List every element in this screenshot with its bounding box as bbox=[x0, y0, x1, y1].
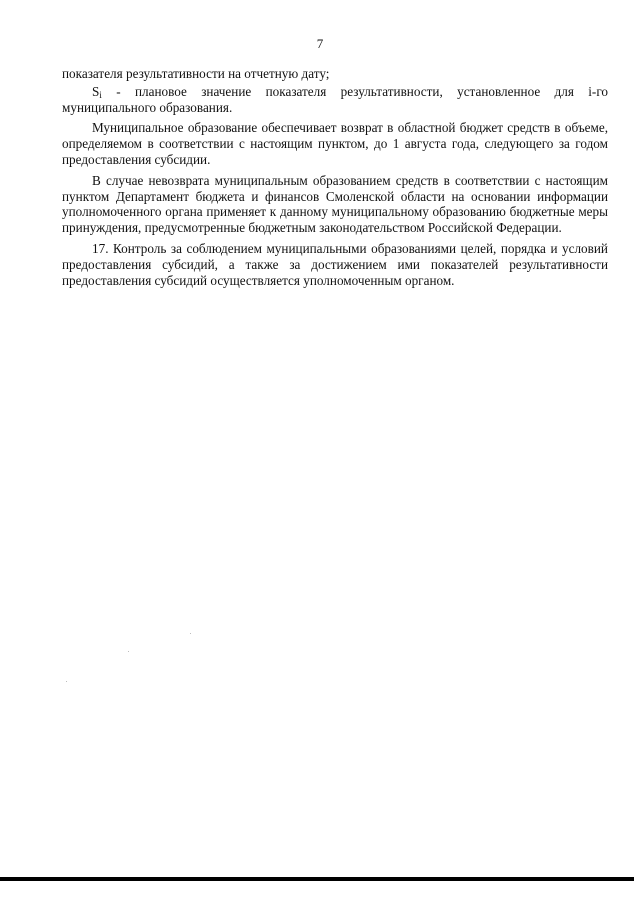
definition-text: - плановое значение показателя результативности, установленное для i-го муниципального образования. bbox=[62, 83, 608, 115]
scan-speck bbox=[190, 633, 191, 634]
paragraph-item-17-control: 17. Контроль за соблюдением муниципальными образованиями целей, порядка и условий предоставления субсидий, а также за достижением ими показателей результативности предоставления субсидий осуществляется уполномоченным органом. bbox=[62, 240, 608, 288]
symbol-subscript-i: i bbox=[99, 89, 102, 100]
scan-bottom-border bbox=[0, 877, 634, 881]
scan-speck bbox=[66, 681, 67, 682]
paragraph-continuation: показателя результативности на отчетную дату; bbox=[62, 66, 330, 81]
paragraph-s-i-definition bbox=[62, 84, 608, 116]
paragraph-non-refund-measures: В случае невозврата муниципальным образованием средств в соответствии с настоящим пунктом Департамент бюджета и финансов Смоленской области на основании информации уполномоченного органа применяет к данному муниципальному образованию бюджетные меры принуждения, предусмотренные бюджетным законодательством Российской Федерации. bbox=[62, 172, 608, 236]
symbol-s: S bbox=[92, 83, 100, 99]
paragraph-refund-obligation: Муниципальное образование обеспечивает возврат в областной бюджет средств в объеме, определяемом в соответствии с настоящим пунктом, до 1 августа года, следующего за годом предоставления субсидии. bbox=[62, 120, 608, 167]
scan-speck bbox=[128, 651, 129, 652]
page-number: 7 bbox=[316, 36, 324, 51]
document-body bbox=[62, 66, 608, 293]
